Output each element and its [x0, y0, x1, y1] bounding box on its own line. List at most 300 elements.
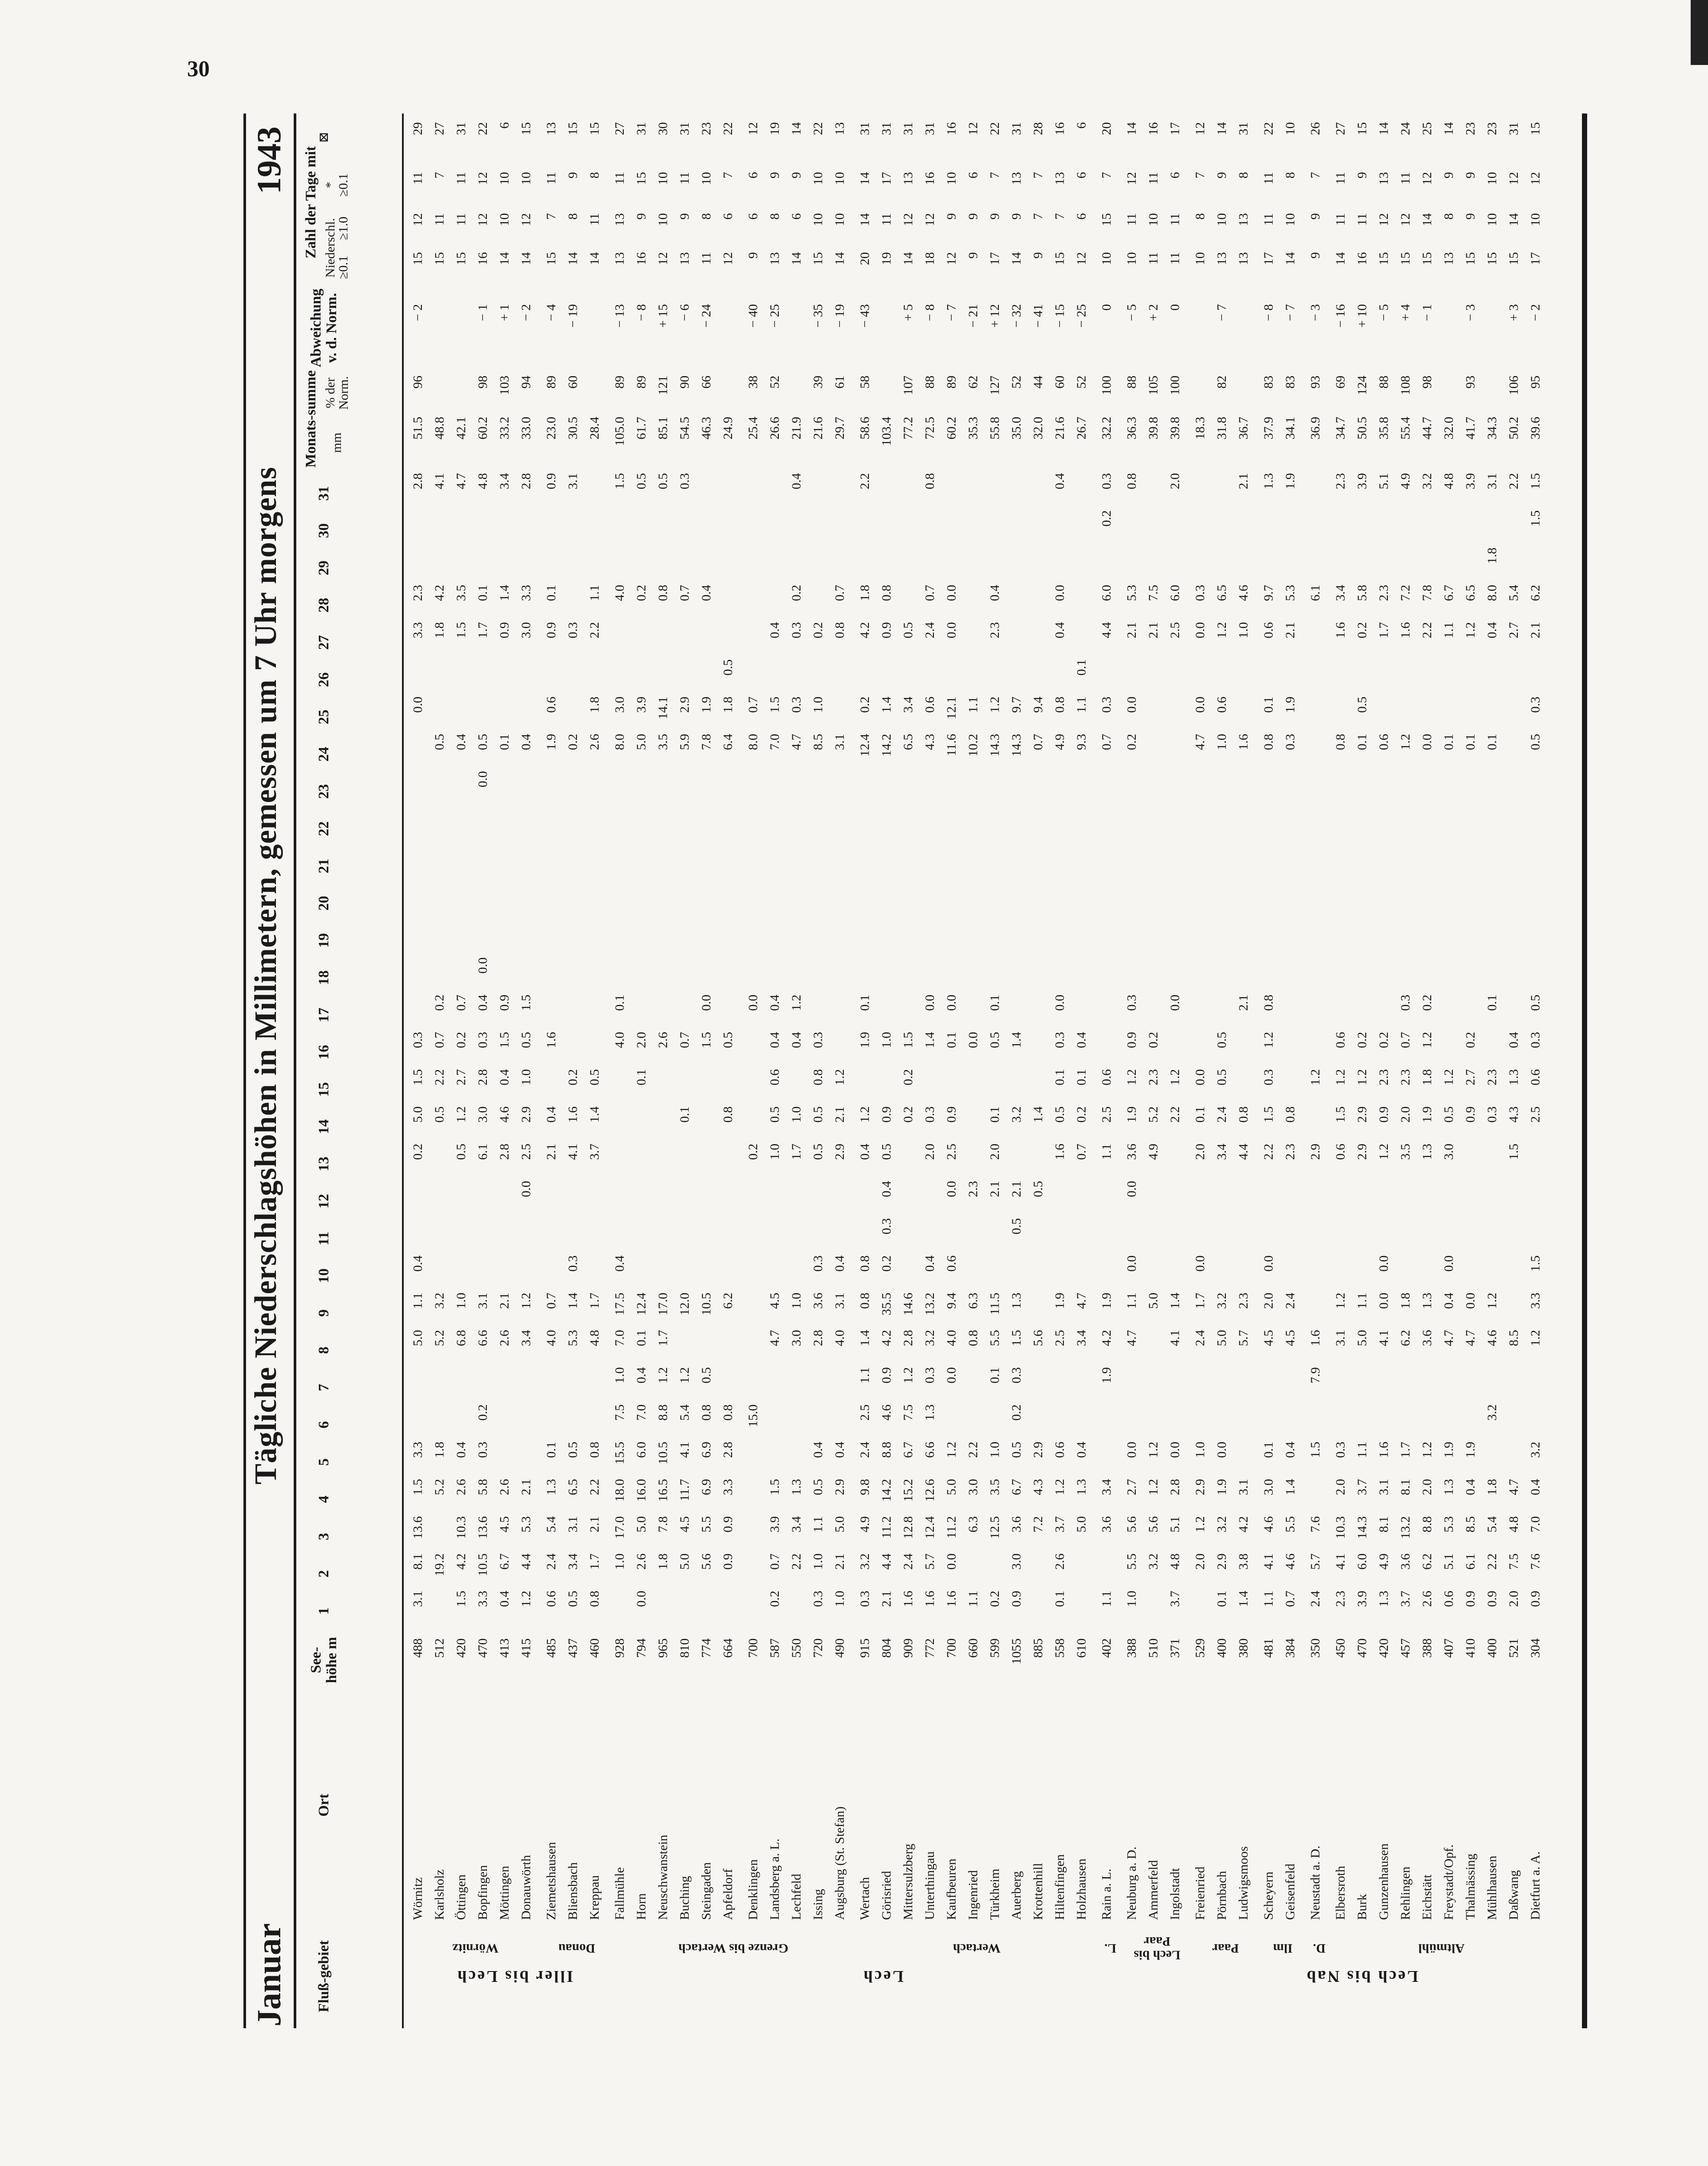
day-value: 0.9: [1377, 1106, 1391, 1123]
day-value: 0.1: [1074, 1069, 1089, 1086]
days-ge10: 6: [746, 213, 760, 220]
day-value: 0.4: [879, 1181, 894, 1197]
col-ge10: ≥1.0: [336, 217, 351, 240]
day-value: 4.2: [879, 1330, 894, 1346]
days-boxed: 26: [1308, 122, 1322, 135]
day-value: 1.3: [923, 1404, 937, 1421]
days-snow: 7: [1308, 172, 1322, 178]
station-altitude: 388: [1125, 1638, 1139, 1658]
day-value: 1.4: [1168, 1293, 1182, 1309]
deviation: − 41: [1031, 304, 1045, 328]
days-ge10: 9: [988, 213, 1002, 220]
day-value: 3.5: [656, 734, 670, 750]
day-value: 1.4: [1283, 1479, 1297, 1495]
day-value: 0.9: [497, 995, 512, 1011]
station-name: Wörnitz: [411, 1877, 425, 1920]
day-value: 0.0: [519, 1181, 533, 1197]
day-value: 0.3: [411, 1032, 425, 1048]
day-value: 1.2: [901, 1367, 915, 1384]
day-value: 3.1: [1333, 1330, 1348, 1346]
day-value: 1.8: [432, 1442, 447, 1458]
day-value: 2.1: [519, 1479, 533, 1495]
day-value: 0.6: [768, 1069, 782, 1086]
days-ge10: 11: [879, 213, 894, 226]
day-value: 0.4: [613, 1255, 627, 1272]
days-ge01: 15: [1377, 252, 1391, 265]
day-value: 1.0: [811, 1553, 825, 1570]
days-ge10: 7: [1053, 213, 1067, 220]
day-value: 2.1: [988, 1181, 1002, 1197]
day-value: 0.5: [1053, 1106, 1067, 1123]
day-value: 5.6: [1125, 1516, 1139, 1533]
deviation: − 25: [768, 304, 782, 328]
day-value: 1.2: [519, 1591, 533, 1607]
day-value: 6.9: [699, 1479, 713, 1495]
pct-of-norm: 60: [566, 376, 580, 389]
day-value: 0.3: [566, 1255, 580, 1272]
day-value: 0.8: [1283, 1106, 1297, 1123]
station-name: Kreppau: [587, 1875, 602, 1920]
day-value: 2.9: [1308, 1144, 1322, 1160]
day-value: 1.3: [1377, 1591, 1391, 1607]
day-value: 1.3: [1420, 1144, 1434, 1160]
day-value: 1.5: [411, 1479, 425, 1495]
day-value: 6.9: [699, 1442, 713, 1458]
station-altitude: 420: [1377, 1638, 1391, 1658]
day-value: 0.0: [1168, 995, 1182, 1011]
day-value: 0.0: [411, 697, 425, 713]
day-value: 0.4: [1485, 622, 1499, 639]
day-value: 0.0: [923, 995, 937, 1011]
day-value: 2.0: [1193, 1144, 1207, 1160]
station-altitude: 380: [1236, 1638, 1251, 1658]
day-value: 4.7: [1125, 1330, 1139, 1346]
day-value: 0.1: [1074, 659, 1089, 676]
days-snow: 9: [1215, 172, 1229, 178]
day-value: 5.5: [1125, 1553, 1139, 1570]
station-altitude: 965: [656, 1638, 670, 1658]
day-value: 3.2: [1420, 473, 1434, 490]
day-value: 0.5: [476, 734, 490, 750]
col-day-11: 11: [316, 1231, 332, 1246]
day-value: 0.7: [833, 585, 847, 601]
day-value: 2.3: [1485, 1069, 1499, 1086]
col-snow: *: [323, 182, 338, 188]
days-ge10: 12: [411, 213, 425, 226]
days-ge10: 14: [1420, 213, 1434, 226]
day-value: 1.6: [923, 1591, 937, 1607]
station-altitude: 550: [789, 1638, 804, 1658]
day-value: 6.0: [634, 1442, 648, 1458]
day-value: 3.3: [411, 622, 425, 639]
station-altitude: 470: [1355, 1638, 1369, 1658]
days-ge10: 10: [1283, 213, 1297, 226]
days-snow: 6: [1168, 172, 1182, 178]
pct-of-norm: 52: [1009, 376, 1024, 389]
day-value: 0.6: [1333, 1032, 1348, 1048]
day-value: 4.4: [1236, 1144, 1251, 1160]
day-value: 0.7: [768, 1553, 782, 1570]
pct-of-norm: 100: [1168, 376, 1182, 395]
station-name: Freystadt/Opf.: [1442, 1844, 1456, 1920]
days-boxed: 12: [966, 122, 980, 135]
day-value: 3.3: [411, 1442, 425, 1458]
days-snow: 11: [1333, 172, 1348, 185]
station-name: Landsberg a. L.: [768, 1839, 782, 1920]
day-value: 0.3: [566, 622, 580, 639]
day-value: 0.2: [1420, 995, 1434, 1011]
day-value: 5.4: [1507, 585, 1521, 601]
day-value: 0.4: [1463, 1479, 1478, 1495]
top-rule: [294, 113, 296, 2028]
day-value: 0.0: [1261, 1255, 1276, 1272]
station-name: Gunzenhausen: [1377, 1843, 1391, 1920]
days-ge10: 7: [544, 213, 558, 220]
region-lech-bis-nab: Lech bis Nab: [1305, 1967, 1418, 1985]
day-value: 2.3: [988, 622, 1002, 639]
days-ge01: 15: [1053, 252, 1067, 265]
col-day-1: 1: [316, 1607, 332, 1615]
days-ge10: 9: [966, 213, 980, 220]
station-name: Karlsholz: [432, 1869, 447, 1920]
day-value: 0.1: [497, 734, 512, 750]
monthly-sum: 55.4: [1398, 417, 1413, 440]
day-value: 1.1: [1442, 622, 1456, 639]
day-value: 0.2: [1009, 1404, 1024, 1421]
day-value: 5.6: [1146, 1516, 1160, 1533]
day-value: 1.0: [833, 1591, 847, 1607]
day-value: 0.2: [901, 1069, 915, 1086]
day-value: 3.1: [833, 734, 847, 750]
day-value: 4.7: [789, 734, 804, 750]
days-ge01: 10: [1125, 252, 1139, 265]
days-snow: 14: [858, 172, 872, 185]
pct-of-norm: 98: [1420, 376, 1434, 389]
pct-of-norm: 89: [634, 376, 648, 389]
days-ge10: 11: [587, 213, 602, 226]
days-boxed: 31: [634, 122, 648, 135]
day-value: 0.0: [476, 771, 490, 788]
day-value: 3.7: [1053, 1516, 1067, 1533]
day-value: 5.5: [1283, 1516, 1297, 1533]
day-value: 2.1: [1236, 473, 1251, 490]
day-value: 0.2: [1355, 1032, 1369, 1048]
day-value: 0.4: [699, 585, 713, 601]
days-snow: 9: [768, 172, 782, 178]
deviation: − 25: [1074, 304, 1089, 328]
days-boxed: 23: [1485, 122, 1499, 135]
day-value: 1.4: [1236, 1591, 1251, 1607]
station-altitude: 510: [1146, 1638, 1160, 1658]
table-row: [1009, 113, 1024, 1920]
day-value: 5.0: [1074, 1516, 1089, 1533]
deviation: − 8: [634, 304, 648, 321]
day-value: 2.1: [1009, 1181, 1024, 1197]
days-ge10: 11: [1125, 213, 1139, 226]
day-value: 0.2: [411, 1144, 425, 1160]
day-value: 4.6: [1236, 585, 1251, 601]
day-value: 10.5: [656, 1442, 670, 1465]
days-boxed: 16: [944, 122, 959, 135]
table-row: [944, 113, 959, 1920]
day-value: 0.2: [566, 1069, 580, 1086]
days-boxed: 6: [497, 122, 512, 129]
day-value: 4.3: [923, 734, 937, 750]
table-row: [587, 113, 602, 1920]
station-name: Neuburg a. D.: [1125, 1846, 1139, 1920]
day-value: 1.9: [1053, 1293, 1067, 1309]
day-value: 0.9: [1463, 1106, 1478, 1123]
days-snow: 8: [1283, 172, 1297, 178]
day-value: 6.5: [1215, 585, 1229, 601]
days-ge01: 15: [454, 252, 468, 265]
day-value: 14.3: [988, 734, 1002, 757]
table-row: [634, 113, 649, 1920]
deviation: − 3: [1308, 304, 1322, 321]
station-altitude: 400: [1215, 1638, 1229, 1658]
day-value: 2.3: [411, 585, 425, 601]
station-name: Freienried: [1193, 1866, 1207, 1920]
day-value: 0.5: [1355, 697, 1369, 713]
day-value: 0.2: [432, 995, 447, 1011]
days-ge01: 15: [1463, 252, 1478, 265]
day-value: 2.5: [858, 1404, 872, 1421]
days-ge01: 18: [923, 252, 937, 265]
day-value: 0.5: [879, 1144, 894, 1160]
day-value: 0.3: [858, 1591, 872, 1607]
days-snow: 11: [1261, 172, 1276, 185]
days-ge10: 6: [721, 213, 735, 220]
station-altitude: 885: [1031, 1638, 1045, 1658]
day-value: 3.4: [497, 473, 512, 490]
day-value: 13.2: [1398, 1516, 1413, 1539]
days-boxed: 31: [677, 122, 692, 135]
monthly-sum: 29.7: [833, 417, 847, 440]
station-altitude: 400: [1485, 1638, 1499, 1658]
day-value: 17.0: [656, 1293, 670, 1316]
station-altitude: 470: [476, 1638, 490, 1658]
days-boxed: 14: [1125, 122, 1139, 135]
subregion-3: Wertach: [953, 1941, 1001, 1955]
deviation: + 5: [901, 304, 915, 321]
deviation: − 7: [944, 304, 959, 321]
days-ge01: 12: [1074, 252, 1089, 265]
pct-of-norm: 90: [677, 376, 692, 389]
day-value: 7.0: [634, 1404, 648, 1421]
deviation: − 7: [1215, 304, 1229, 321]
deviation: + 12: [988, 304, 1002, 328]
monthly-sum: 54.5: [677, 417, 692, 440]
day-value: 0.1: [1485, 734, 1499, 750]
station-name: Augsburg (St. Stefan): [833, 1806, 847, 1920]
days-snow: 11: [677, 172, 692, 185]
day-value: 3.2: [1528, 1442, 1543, 1458]
day-value: 4.5: [1261, 1330, 1276, 1346]
days-boxed: 31: [1009, 122, 1024, 135]
monthly-sum: 105.0: [613, 417, 627, 446]
days-ge10: 13: [613, 213, 627, 226]
col-day-2: 2: [316, 1570, 332, 1578]
subregion-7: Ilm: [1273, 1941, 1293, 1955]
subregion-2: Grenze bis Wertach: [678, 1941, 788, 1955]
station-altitude: 772: [923, 1638, 937, 1658]
day-value: 3.9: [1463, 473, 1478, 490]
day-value: 2.4: [1283, 1293, 1297, 1309]
subregion-9: Altmühl: [1418, 1941, 1465, 1955]
day-value: 1.7: [656, 1330, 670, 1346]
station-altitude: 794: [634, 1638, 648, 1658]
day-value: 14.6: [901, 1293, 915, 1316]
days-ge10: 8: [768, 213, 782, 220]
day-value: 0.9: [879, 1106, 894, 1123]
day-value: 5.2: [1146, 1106, 1160, 1123]
day-value: 7.8: [1420, 585, 1434, 601]
days-ge01: 16: [1355, 252, 1369, 265]
day-value: 2.7: [1125, 1479, 1139, 1495]
day-value: 0.7: [432, 1032, 447, 1048]
day-value: 3.3: [1528, 1293, 1543, 1309]
deviation: − 32: [1009, 304, 1024, 328]
day-value: 5.2: [432, 1330, 447, 1346]
days-snow: 9: [566, 172, 580, 178]
day-value: 0.0: [966, 1032, 980, 1048]
days-boxed: 10: [1283, 122, 1297, 135]
station-name: Türkheim: [988, 1868, 1002, 1920]
day-value: 7.5: [1146, 585, 1160, 601]
table-row: [879, 113, 894, 1920]
station-altitude: 485: [544, 1638, 558, 1658]
pct-of-norm: 127: [988, 376, 1002, 395]
days-snow: 10: [656, 172, 670, 185]
day-value: 0.4: [768, 1032, 782, 1048]
table-row: [1283, 113, 1298, 1920]
table-row: [1398, 113, 1413, 1920]
day-value: 0.2: [988, 1591, 1002, 1607]
days-boxed: 27: [1333, 122, 1348, 135]
station-name: Lechfeld: [789, 1874, 804, 1920]
days-boxed: 31: [1507, 122, 1521, 135]
day-value: 1.2: [988, 697, 1002, 713]
monthly-sum: 34.1: [1283, 417, 1297, 440]
day-value: 4.7: [454, 473, 468, 490]
days-ge10: 12: [923, 213, 937, 226]
table-row: [656, 113, 671, 1920]
day-value: 0.9: [1009, 1591, 1024, 1607]
days-boxed: 30: [656, 122, 670, 135]
day-value: 5.3: [519, 1516, 533, 1533]
days-boxed: 25: [1420, 122, 1434, 135]
pct-of-norm: 124: [1355, 376, 1369, 395]
day-value: 1.1: [411, 1293, 425, 1309]
day-value: 3.0: [1009, 1553, 1024, 1570]
day-value: 0.8: [721, 1404, 735, 1421]
day-value: 0.6: [544, 697, 558, 713]
day-value: 0.4: [544, 1106, 558, 1123]
monthly-sum: 55.8: [988, 417, 1002, 440]
col-monatssumme: Monats-summe: [303, 370, 319, 468]
table-row: [411, 113, 425, 1920]
day-value: 1.0: [1236, 622, 1251, 639]
day-value: 2.2: [1168, 1106, 1182, 1123]
deviation: 0: [1099, 304, 1114, 311]
day-value: 9.8: [858, 1479, 872, 1495]
day-value: 8.8: [879, 1442, 894, 1458]
day-value: 1.0: [454, 1293, 468, 1309]
pct-of-norm: 95: [1528, 376, 1543, 389]
day-value: 2.6: [634, 1553, 648, 1570]
station-name: Ziemetshausen: [544, 1842, 558, 1920]
day-value: 7.9: [1308, 1367, 1322, 1384]
col-day-3: 3: [316, 1533, 332, 1540]
day-value: 0.3: [1125, 995, 1139, 1011]
day-value: 3.0: [789, 1330, 804, 1346]
day-value: 1.9: [1125, 1106, 1139, 1123]
day-value: 0.7: [677, 1032, 692, 1048]
day-value: 1.0: [988, 1442, 1002, 1458]
scan-edge-mark: [1691, 0, 1708, 65]
day-value: 5.1: [1377, 473, 1391, 490]
day-value: 4.9: [1398, 473, 1413, 490]
col-day-28: 28: [316, 598, 332, 613]
day-value: 0.0: [1125, 697, 1139, 713]
table-row: [1168, 113, 1183, 1920]
days-ge10: 7: [1031, 213, 1045, 220]
day-value: 1.5: [454, 622, 468, 639]
day-value: 2.9: [1031, 1442, 1045, 1458]
day-value: 1.9: [1420, 1106, 1434, 1123]
day-value: 3.4: [1099, 1479, 1114, 1495]
day-value: 3.1: [411, 1591, 425, 1607]
station-name: Horn: [634, 1893, 648, 1920]
day-value: 1.6: [1236, 734, 1251, 750]
monthly-sum: 23.0: [544, 417, 558, 440]
day-value: 3.4: [901, 697, 915, 713]
day-value: 2.1: [1283, 622, 1297, 639]
days-ge01: 16: [634, 252, 648, 265]
day-value: 0.9: [1528, 1591, 1543, 1607]
day-value: 4.0: [613, 585, 627, 601]
deviation: + 2: [1146, 304, 1160, 321]
day-value: 3.9: [1355, 1591, 1369, 1607]
monthly-sum: 30.5: [566, 417, 580, 440]
days-ge01: 14: [497, 252, 512, 265]
day-value: 2.6: [454, 1479, 468, 1495]
day-value: 2.9: [1355, 1144, 1369, 1160]
day-value: 0.3: [923, 1106, 937, 1123]
day-value: 1.4: [566, 1293, 580, 1309]
col-day-29: 29: [316, 561, 332, 575]
day-value: 0.0: [1168, 1442, 1182, 1458]
day-value: 7.6: [1528, 1553, 1543, 1570]
day-value: 0.4: [811, 1442, 825, 1458]
day-value: 0.7: [1283, 1591, 1297, 1607]
days-boxed: 15: [519, 122, 533, 135]
days-ge01: 17: [988, 252, 1002, 265]
days-snow: 10: [1485, 172, 1499, 185]
day-value: 2.5: [1168, 622, 1182, 639]
day-value: 1.9: [1099, 1367, 1114, 1384]
day-value: 0.4: [1507, 1032, 1521, 1048]
days-snow: 7: [1031, 172, 1045, 178]
monthly-sum: 46.3: [699, 417, 713, 440]
day-value: 6.5: [566, 1479, 580, 1495]
day-value: 0.5: [901, 622, 915, 639]
day-value: 0.9: [721, 1553, 735, 1570]
table-row: [1442, 113, 1456, 1920]
station-altitude: 450: [1333, 1638, 1348, 1658]
day-value: 0.7: [746, 697, 760, 713]
day-value: 0.0: [1215, 1442, 1229, 1458]
